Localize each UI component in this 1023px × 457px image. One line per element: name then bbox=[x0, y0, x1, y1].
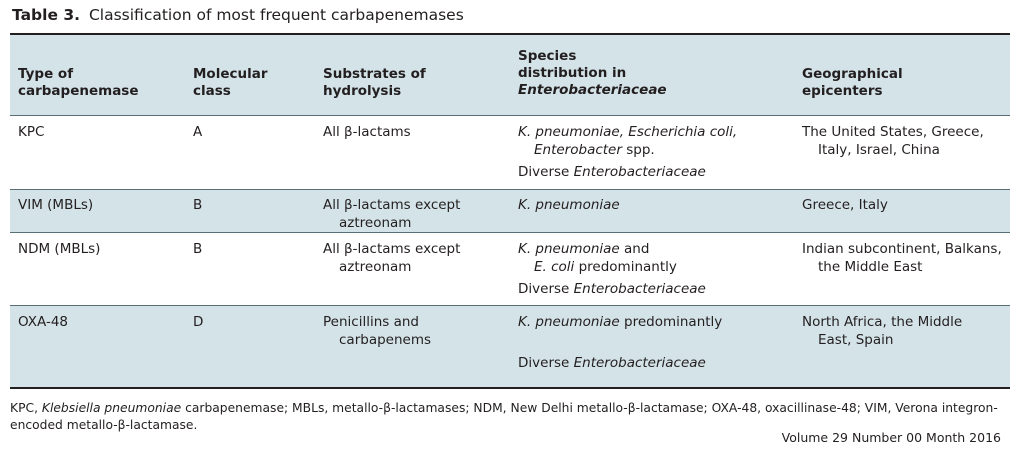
row-oxa-substrates: Penicillins and carbapenems bbox=[323, 314, 432, 348]
row-kpc-substrates: All β-lactams bbox=[323, 124, 411, 140]
table-title-text: Classification of most frequent carbapenemases bbox=[88, 6, 464, 24]
header-geo: Geographical epicenters bbox=[802, 66, 903, 99]
row-kpc-type: KPC bbox=[18, 124, 45, 140]
row-vim-geo: Greece, Italy bbox=[802, 197, 888, 213]
header-class: Molecular class bbox=[193, 66, 268, 99]
row-ndm-class: B bbox=[193, 241, 203, 257]
header-substrates: Substrates of hydrolysis bbox=[323, 66, 426, 99]
row-vim-class: B bbox=[193, 197, 203, 213]
row-kpc-geo: The United States, Greece, Italy, Israel, China bbox=[802, 124, 984, 158]
header-type: Type of carbapenemase bbox=[18, 66, 139, 99]
row-oxa-species: K. pneumoniae predominantly Diverse Enterobacteriaceae bbox=[518, 314, 723, 371]
header-bottom-rule bbox=[10, 115, 1010, 116]
journal-info: Volume 29 Number 00 Month 2016 bbox=[781, 430, 1001, 445]
row-ndm-type: NDM (MBLs) bbox=[18, 241, 101, 257]
row-oxa-type: OXA-48 bbox=[18, 314, 68, 330]
table-bottom-rule bbox=[10, 387, 1010, 389]
row-ndm-geo: Indian subcontinent, Balkans, the Middle East bbox=[802, 241, 1002, 275]
row-oxa-geo: North Africa, the Middle East, Spain bbox=[802, 314, 963, 348]
row-ndm-species: K. pneumoniae and E. coli predominantly Diverse Enterobacteriaceae bbox=[518, 241, 706, 297]
table-label: Table 3. bbox=[12, 6, 81, 24]
table-title bbox=[12, 6, 464, 24]
row-oxa-class: D bbox=[193, 314, 204, 330]
row-vim-type: VIM (MBLs) bbox=[18, 197, 94, 213]
row-divider bbox=[10, 232, 1010, 233]
row-vim-substrates: All β-lactams except aztreonam bbox=[323, 197, 461, 231]
row-ndm-substrates: All β-lactams except aztreonam bbox=[323, 241, 461, 275]
row-vim-species: K. pneumoniae bbox=[518, 197, 620, 213]
header-species: Species distribution in Enterobacteriaceae bbox=[518, 48, 667, 98]
row-kpc-species: K. pneumoniae, Escherichia coli, Enterobacter spp. Diverse Enterobacteriaceae bbox=[518, 124, 738, 180]
table-footnote: KPC, Klebsiella pneumoniae carbapenemase; MBLs, metallo-β-lactamases; NDM, New Delhi metallo-β-lactamase; OXA-48, oxacillinase-48; VIM, Verona integron- encoded metallo-β-lactamase. bbox=[10, 401, 998, 432]
row-kpc-class: A bbox=[193, 124, 203, 140]
